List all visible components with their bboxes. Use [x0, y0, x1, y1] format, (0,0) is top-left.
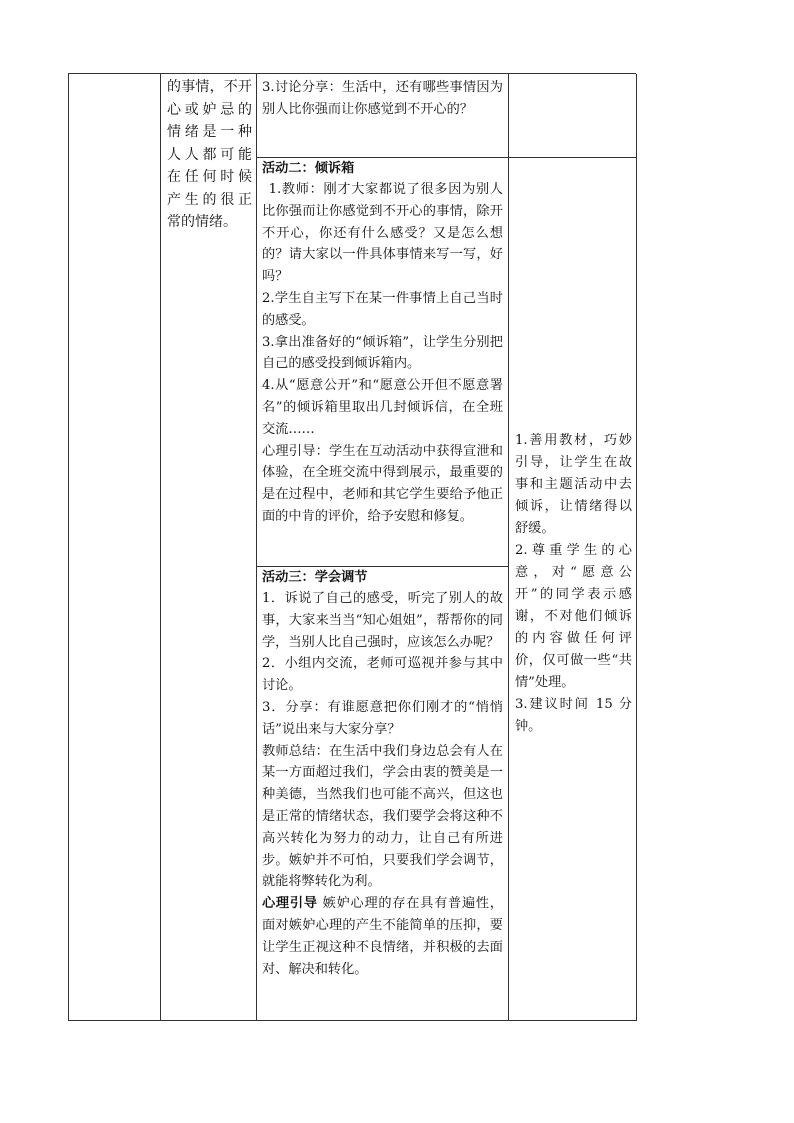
lesson-plan-table — [68, 73, 636, 1021]
activity3-title: 活动三：学会调节 — [262, 570, 368, 585]
context-line: 在任何时候 — [167, 169, 252, 185]
activity3-cell — [257, 567, 509, 1021]
note-item: 3.建议时间 15 分钟。 — [515, 697, 632, 734]
activity3-step: 2．小组内交流，老师可巡视并参与其中讨论。 — [262, 656, 503, 694]
activity2-cell — [257, 158, 509, 567]
activity2-step: 1.教师：刚才大家都说了很多因为别人比你强而让你感觉到不开心的事情，除开不开心，你还有什么感受？又是怎么想的？请大家以一件具体事情来写一写，好吗？ — [262, 182, 503, 285]
activity2-step: 3.拿出准备好的“倾诉箱”，让学生分别把自己的感受投到倾诉箱内。 — [262, 334, 503, 372]
notes-cell — [509, 158, 637, 1021]
activity2-step: 2.学生自主写下在某一件事情上自己当时的感受。 — [262, 290, 503, 328]
activity2-guide: 心理引导：学生在互动活动中获得宣泄和体验，在全班交流中得到展示，最重要的是在过程中，老师和其它学生要给予他正面的中肯的评价，给予安慰和修复。 — [262, 443, 503, 524]
activity3-guide — [262, 893, 503, 980]
context-line: 产生的很正 — [167, 191, 252, 208]
stage-column-cell — [69, 74, 161, 1021]
activity3-step: 1．诉说了自己的感受，听完了别人的故事，大家来当当“知心姐姐”，帮帮你的同学，当别人比自己强时，应该怎么办呢？ — [262, 591, 503, 650]
notes-empty-cell — [509, 74, 637, 158]
discussion-cell — [257, 74, 509, 158]
activity2-step: 4.从“愿意公开”和“愿意公开但不愿意署名”的倾诉箱里取出几封倾诉信，在全班交流…… — [262, 378, 503, 437]
context-line: 心或妒忌的 — [167, 101, 252, 118]
activity3-step: 3．分享：有谁愿意把你们刚才的“悄悄话”说出来与大家分享？ — [262, 699, 503, 737]
context-line: 常的情绪。 — [167, 214, 237, 230]
note-item: 2.尊重学生的心意，对“愿意公开”的同学表示感谢，不对他们倾诉的内容做任何评价，仅可做一些“共情”处理。 — [515, 543, 632, 690]
activity2-title: 活动二：倾诉箱 — [262, 161, 355, 176]
activity3-guide-label: 心理引导 — [262, 896, 318, 912]
activity3-summary: 教师总结：在生活中我们身边总会有人在某一方面超过我们，学会由衷的赞美是一种美德，当然我们也可能不高兴，但这也是正常的情绪状态，我们要学会将这种不高兴转化为努力的动力，让自己有所进步。嫉妒并不可怕，只要我们学会调节，就能将弊转化为利。 — [262, 743, 503, 890]
context-line: 情绪是一种 — [167, 124, 252, 140]
context-line: 的事情，不开 — [167, 79, 252, 95]
context-line: 人人都可能 — [167, 146, 252, 163]
context-cell — [161, 74, 257, 1021]
discussion-text: 3.讨论分享：生活中，还有哪些事情因为别人比你强而让你感觉到不开心的？ — [262, 80, 503, 117]
note-item: 1.善用教材，巧妙引导，让学生在故事和主题活动中去倾诉，让情绪得以舒缓。 — [515, 433, 632, 536]
activity3-guide-text: 嫉妒心理的存在具有普遍性，面对嫉妒心理的产生不能简单的压抑，要让学生正视这种不良情绪，并积极的去面对、解决和转化。 — [262, 896, 503, 977]
